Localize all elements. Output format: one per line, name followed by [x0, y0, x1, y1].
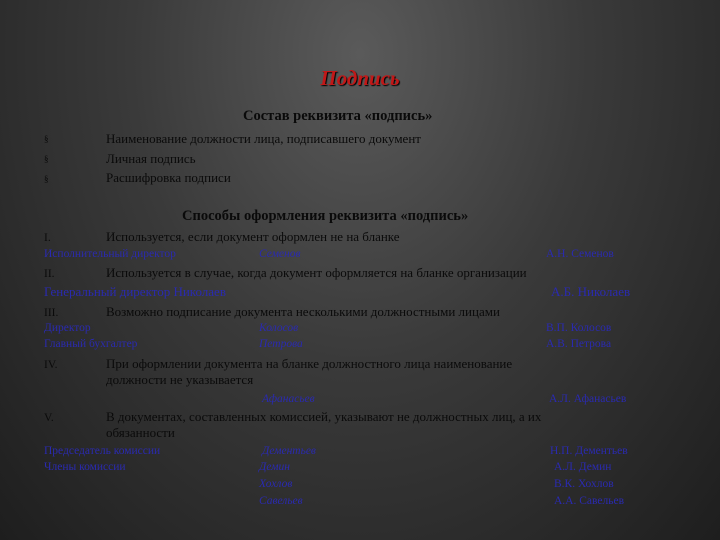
example-position: Главный бухгалтер [44, 338, 138, 350]
section-methods-heading: Способы оформления реквизита «подпись» [182, 208, 469, 224]
example-position: Исполнительный директор [44, 248, 176, 260]
example-signature: Савельев [259, 495, 303, 507]
example-decode: А.В. Петрова [546, 338, 612, 350]
example-signature: Демин [259, 461, 290, 473]
example-signature: Семенов [259, 248, 301, 260]
example-decode: В.К. Хохлов [554, 478, 614, 490]
item-text: Возможно подписание документа несколькими должностными лицами [106, 304, 500, 319]
example-decode: А.Н. Семенов [546, 248, 614, 260]
example-decode: А.А. Савельев [554, 495, 624, 507]
item-numeral: IV. [44, 359, 58, 371]
list-item: Расшифровка подписи [106, 170, 231, 185]
bullet-icon: § [44, 134, 49, 144]
example-signature: Колосов [259, 322, 299, 334]
example-decode: А.Л. Демин [554, 461, 612, 473]
bullet-icon: § [44, 154, 49, 164]
example-signature: Дементьев [262, 445, 316, 457]
item-numeral: III. [44, 307, 59, 319]
item-text: Используется в случае, когда документ оформляется на бланке организации [106, 265, 527, 280]
example-signature: Петрова [259, 338, 303, 350]
example-decode: Н.П. Дементьев [550, 445, 628, 457]
list-item: Наименование должности лица, подписавшего документ [106, 131, 421, 146]
example-decode: В.П. Колосов [546, 322, 612, 334]
example-signature: Хохлов [259, 478, 293, 490]
example-position: Члены комиссии [44, 461, 126, 473]
item-text: Используется, если документ оформлен не на бланке [106, 229, 400, 244]
item-numeral: I. [44, 232, 51, 244]
example-decode: А.Б. Николаев [551, 284, 631, 299]
example-line: Генеральный директор Николаев [44, 284, 226, 299]
item-text: В документах, составленных комиссией, указывают не должностных лиц, а их [106, 409, 542, 424]
item-text-continued: должности не указывается [106, 372, 254, 387]
example-position: Директор [44, 322, 91, 334]
bullet-icon: § [44, 174, 49, 184]
list-item: Личная подпись [106, 151, 196, 166]
page-title: Подпись [320, 66, 400, 90]
item-text-continued: обязанности [106, 425, 175, 440]
item-numeral: II. [44, 268, 55, 280]
example-position: Председатель комиссии [44, 445, 161, 457]
example-signature: Афанасьев [262, 393, 315, 405]
example-decode: А.Л. Афанасьев [549, 393, 627, 405]
section-composition-heading: Состав реквизита «подпись» [243, 108, 433, 124]
item-text: При оформлении документа на бланке должностного лица наименование [106, 356, 513, 371]
item-numeral: V. [44, 412, 54, 424]
